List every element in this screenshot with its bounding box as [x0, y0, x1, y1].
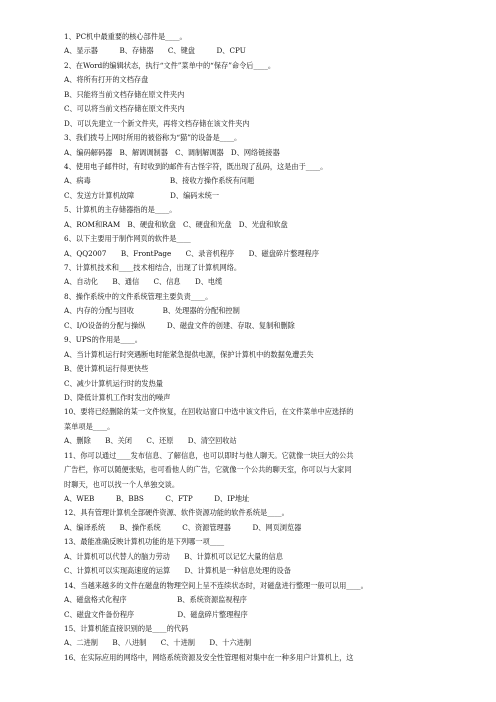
question-4-options-cd: C、发送方计算机故障 D、编码未统一 — [64, 190, 220, 200]
question-3-stem: 3、我们拨号上网时所用的被俗称为“猫”的设备是____。 — [64, 133, 242, 143]
question-14-options-ab: A、磁盘格式化程序 B、系统资源监视程序 — [64, 595, 247, 605]
question-9-stem: 9、UPS的作用是____。 — [64, 335, 142, 345]
question-3-options: A、编码解码器 B、解调调制器 C、调制解调器 D、网络链接器 — [64, 147, 280, 157]
question-1-options: A、显示器 B、存储器 C、键盘 D、CPU — [64, 46, 246, 56]
question-9-option-c: C、减少计算机运行时的发热量 — [64, 378, 163, 388]
question-10-stem-cont: 菜单项是____。 — [64, 421, 115, 431]
question-7-options: A、自动化 B、通信 C、信息 D、电缆 — [64, 277, 223, 287]
question-12-stem: 12、具有管理计算机全部硬件资源、软件资源功能的软件系统是____。 — [64, 508, 289, 518]
question-9-option-a: A、当计算机运行时突遇断电时能紧急提供电源，保护计算机中的数据免遭丢失 — [64, 349, 314, 359]
question-15-stem: 15、计算机能直接识别的是____的代码 — [64, 623, 189, 633]
question-9-option-b: B、使计算机运行得更快些 — [64, 364, 149, 374]
question-2-option-c: C、可以将当前文档存储在原文件夹内 — [64, 104, 185, 114]
question-11-stem: 11、你可以通过____发布信息、了解信息，也可以即时与他人聊天。它就像一块巨大的公共 — [64, 450, 354, 460]
question-4-options-ab: A、病毒 B、接收方操作系统有问题 — [64, 176, 255, 186]
question-5-options: A、ROM和RAM B、硬盘和软盘 C、硬盘和光盘 D、光盘和软盘 — [64, 219, 288, 229]
question-9-option-d: D、降低计算机工作时发出的噪声 — [64, 392, 171, 402]
question-4-stem: 4、使用电子邮件时，有时收到的邮件有古怪字符，既出现了乱码，这是由于____。 — [64, 161, 328, 171]
question-11-options: A、WEB B、BBS C、FTP D、IP地址 — [64, 494, 250, 503]
question-11-stem-cont-1: 广告栏，你可以随便张贴，也可看他人的广告，它就像一个公共的聊天室，你可以与大家同 — [64, 465, 352, 475]
question-2-stem: 2、在Word的编辑状态，执行“文件”菜单中的“保存”命令后____。 — [64, 60, 276, 70]
question-8-options-ab: A、内存的分配与回收 B、处理器的分配和控制 — [64, 306, 240, 316]
question-10-options: A、删除 B、关闭 C、还原 D、清空回收站 — [64, 436, 237, 446]
question-13-stem: 13、最能准确反映计算机功能的是下列哪一项____ — [64, 537, 225, 547]
question-5-stem: 5、计算机的主存储器指的是____。 — [64, 205, 177, 215]
question-7-stem: 7、计算机技术和____技术相结合，出现了计算机网络。 — [64, 263, 242, 272]
question-13-options-cd: C、计算机可以实现高速度的运算 D、计算机是一种信息处理的设备 — [64, 566, 291, 576]
question-15-options: A、二进制 B、八进制 C、十进制 D、十六进制 — [64, 638, 252, 648]
document-page — [64, 30, 436, 665]
question-6-stem: 6、以下主要用于制作网页的软件是____ — [64, 234, 191, 244]
question-2-option-a: A、将所有打开的文档存盘 — [64, 75, 149, 85]
question-2-option-b: B、只能将当前文档存储在原文件夹内 — [64, 89, 185, 99]
question-8-options-cd: C、I/O设备的分配与操纵 D、磁盘文件的创建、存取、复制和删除 — [64, 320, 295, 330]
question-2-option-d: D、可以先建立一个新文件夹，再将文档存储在该文件夹内 — [64, 118, 250, 128]
question-10-stem: 10、要将已经删除的某一文件恢复，在回收站窗口中选中该文件后，在文件菜单中应选择的 — [64, 407, 354, 417]
question-6-options: A、QQ2007 B、FrontPage C、录音机程序 D、磁盘碎片整理程序 — [64, 248, 320, 258]
question-12-options: A、编译系统 B、操作系统 C、资源管理器 D、网页浏览器 — [64, 522, 302, 532]
question-14-options-cd: C、磁盘文件备份程序 D、磁盘碎片整理程序 — [64, 609, 248, 619]
question-16-stem: 16、在实际应用的网络中，网络系统资源及安全性管理相对集中在一种多用户计算机上，这 — [64, 652, 354, 662]
question-8-stem: 8、操作系统中的文件系统管理主要负责____。 — [64, 291, 213, 301]
question-1-stem: 1、PC机中最重要的核心部件是____。 — [64, 32, 187, 41]
question-11-stem-cont-2: 时聊天，也可以找一个人单独交谈。 — [64, 479, 180, 489]
question-13-options-ab: A、计算机可以代替人的脑力劳动 B、计算机可以记忆大量的信息 — [64, 551, 283, 561]
question-14-stem: 14、当越来越多的文件在磁盘的物理空间上呈不连续状态时，对磁盘进行整理一般可以用____。 — [64, 580, 368, 590]
